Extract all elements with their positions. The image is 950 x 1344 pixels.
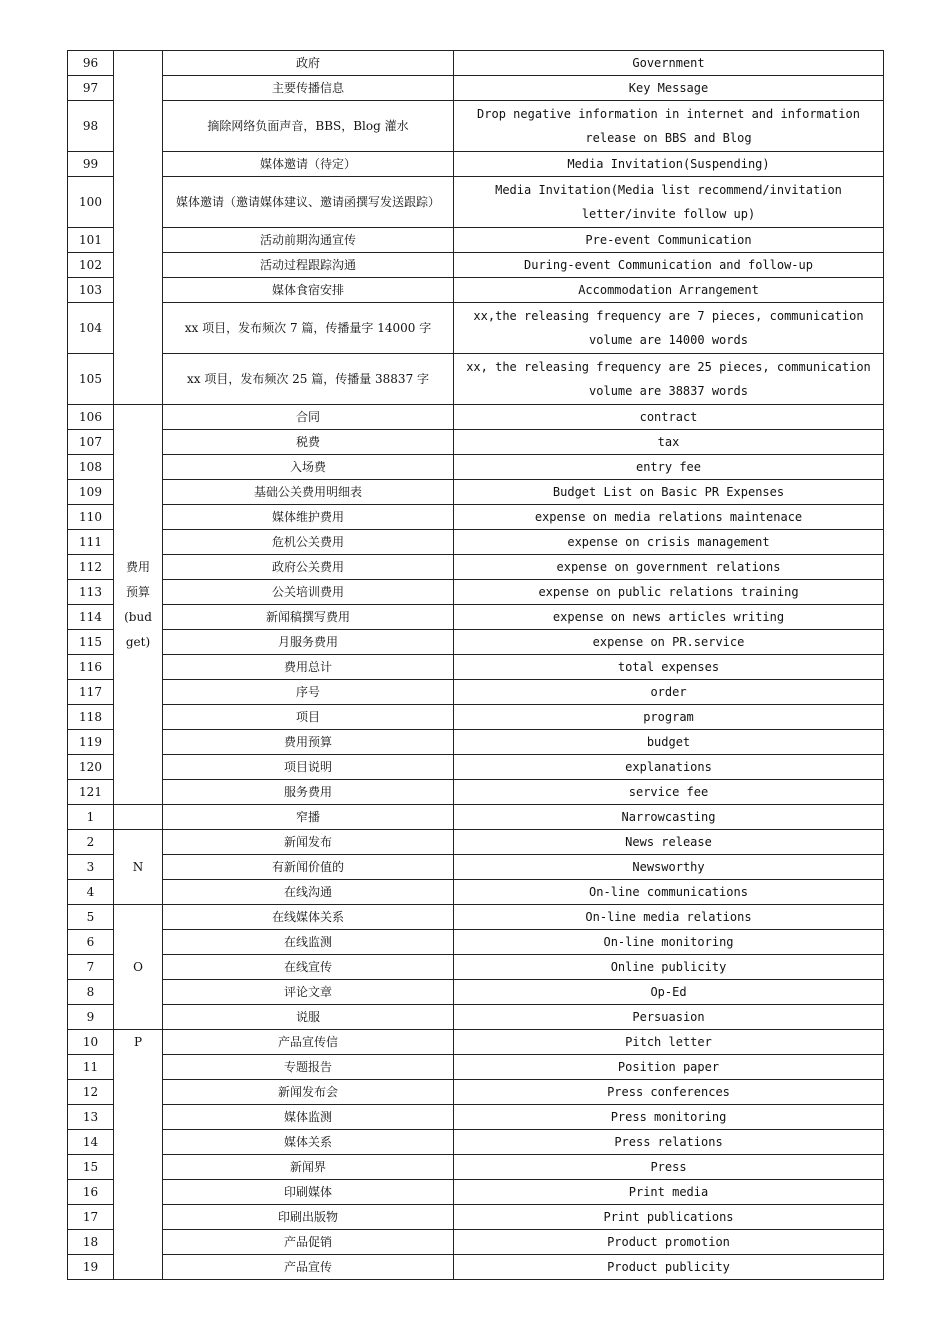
table-row [68, 755, 884, 780]
english-term: Print publications [454, 1205, 884, 1230]
english-term: Newsworthy [454, 855, 884, 880]
chinese-term: 产品宣传 [163, 1255, 454, 1280]
table-row [68, 830, 884, 855]
chinese-term: xx 项目，发布频次 25 篇，传播量 38837 字 [163, 354, 454, 405]
table-row [68, 780, 884, 805]
row-number: 16 [68, 1180, 114, 1205]
row-number: 118 [68, 705, 114, 730]
table-row [68, 1080, 884, 1105]
category-label-line: (bud [124, 609, 152, 624]
row-number: 98 [68, 101, 114, 152]
table-row [68, 530, 884, 555]
english-term: expense on public relations training [454, 580, 884, 605]
chinese-term: 入场费 [163, 455, 454, 480]
chinese-term: 政府公关费用 [163, 555, 454, 580]
chinese-term: 费用总计 [163, 655, 454, 680]
table-row [68, 1055, 884, 1080]
table-row [68, 730, 884, 755]
chinese-term: 新闻稿撰写费用 [163, 605, 454, 630]
row-number: 106 [68, 405, 114, 430]
table-row [68, 152, 884, 177]
row-number: 101 [68, 228, 114, 253]
row-number: 105 [68, 354, 114, 405]
english-term: Print media [454, 1180, 884, 1205]
table-row [68, 405, 884, 430]
english-term: explanations [454, 755, 884, 780]
category-label: O [133, 959, 143, 974]
row-number: 100 [68, 177, 114, 228]
english-term: Press monitoring [454, 1105, 884, 1130]
row-number: 103 [68, 278, 114, 303]
row-number: 121 [68, 780, 114, 805]
english-term: xx,the releasing frequency are 7 pieces, communication volume are 14000 words [454, 303, 884, 354]
table-row [68, 930, 884, 955]
english-term: expense on media relations maintenace [454, 505, 884, 530]
row-number: 15 [68, 1155, 114, 1180]
chinese-term: 在线媒体关系 [163, 905, 454, 930]
table-row [68, 505, 884, 530]
english-term: expense on PR.service [454, 630, 884, 655]
chinese-term: 基础公关费用明细表 [163, 480, 454, 505]
english-term: Budget List on Basic PR Expenses [454, 480, 884, 505]
table-row [68, 905, 884, 930]
english-term: Narrowcasting [454, 805, 884, 830]
table-row [68, 278, 884, 303]
chinese-term: 摘除网络负面声音，BBS，Blog 灌水 [163, 101, 454, 152]
category-cell [114, 405, 163, 805]
row-number: 112 [68, 555, 114, 580]
english-term: Position paper [454, 1055, 884, 1080]
category-label-line: get) [125, 634, 151, 649]
row-number: 109 [68, 480, 114, 505]
chinese-term: 产品宣传信 [163, 1030, 454, 1055]
chinese-term: 项目说明 [163, 755, 454, 780]
chinese-term: 服务费用 [163, 780, 454, 805]
chinese-term: 项目 [163, 705, 454, 730]
english-term: entry fee [454, 455, 884, 480]
chinese-term: 在线宣传 [163, 955, 454, 980]
table-row [68, 980, 884, 1005]
row-number: 116 [68, 655, 114, 680]
chinese-term: 活动前期沟通宣传 [163, 228, 454, 253]
chinese-term: 媒体邀请（邀请媒体建议、邀请函撰写发送跟踪） [163, 177, 454, 228]
english-term: Press relations [454, 1130, 884, 1155]
english-term: service fee [454, 780, 884, 805]
row-number: 97 [68, 76, 114, 101]
chinese-term: 合同 [163, 405, 454, 430]
english-term: Accommodation Arrangement [454, 278, 884, 303]
table-row [68, 177, 884, 228]
row-number: 96 [68, 51, 114, 76]
chinese-term: 政府 [163, 51, 454, 76]
table-row [68, 228, 884, 253]
chinese-term: 月服务费用 [163, 630, 454, 655]
row-number: 115 [68, 630, 114, 655]
row-number: 114 [68, 605, 114, 630]
glossary-table [67, 50, 884, 1280]
english-term: Media Invitation(Media list recommend/invitation letter/invite follow up) [454, 177, 884, 228]
table-row [68, 1230, 884, 1255]
row-number: 1 [68, 805, 114, 830]
row-number: 7 [68, 955, 114, 980]
table-row [68, 580, 884, 605]
row-number: 99 [68, 152, 114, 177]
category-cell [114, 830, 163, 905]
chinese-term: 公关培训费用 [163, 580, 454, 605]
english-term: total expenses [454, 655, 884, 680]
table-row [68, 101, 884, 152]
category-label: N [132, 859, 144, 874]
row-number: 2 [68, 830, 114, 855]
row-number: 111 [68, 530, 114, 555]
chinese-term: 有新闻价值的 [163, 855, 454, 880]
chinese-term: 专题报告 [163, 1055, 454, 1080]
english-term: During-event Communication and follow-up [454, 253, 884, 278]
english-term: Press conferences [454, 1080, 884, 1105]
chinese-term: 活动过程跟踪沟通 [163, 253, 454, 278]
chinese-term: 在线沟通 [163, 880, 454, 905]
chinese-term: 税费 [163, 430, 454, 455]
table-row [68, 705, 884, 730]
chinese-term: 媒体监测 [163, 1105, 454, 1130]
chinese-term: 新闻界 [163, 1155, 454, 1180]
chinese-term: 媒体关系 [163, 1130, 454, 1155]
row-number: 10 [68, 1030, 114, 1055]
english-term: On-line monitoring [454, 930, 884, 955]
table-row [68, 455, 884, 480]
table-row [68, 680, 884, 705]
row-number: 104 [68, 303, 114, 354]
row-number: 13 [68, 1105, 114, 1130]
table-row [68, 480, 884, 505]
chinese-term: 序号 [163, 680, 454, 705]
table-row [68, 51, 884, 76]
row-number: 6 [68, 930, 114, 955]
chinese-term: 产品促销 [163, 1230, 454, 1255]
chinese-term: 媒体食宿安排 [163, 278, 454, 303]
chinese-term: 费用预算 [163, 730, 454, 755]
chinese-term: 在线监测 [163, 930, 454, 955]
row-number: 18 [68, 1230, 114, 1255]
table-row [68, 430, 884, 455]
chinese-term: xx 项目，发布频次 7 篇，传播量字 14000 字 [163, 303, 454, 354]
table-row [68, 1180, 884, 1205]
row-number: 113 [68, 580, 114, 605]
table-row [68, 303, 884, 354]
english-term: News release [454, 830, 884, 855]
chinese-term: 印刷媒体 [163, 1180, 454, 1205]
english-term: Persuasion [454, 1005, 884, 1030]
english-term: Product promotion [454, 1230, 884, 1255]
table-row [68, 805, 884, 830]
row-number: 120 [68, 755, 114, 780]
english-term: Government [454, 51, 884, 76]
table-row [68, 1205, 884, 1230]
table-row [68, 253, 884, 278]
row-number: 107 [68, 430, 114, 455]
english-term: Media Invitation(Suspending) [454, 152, 884, 177]
english-term: program [454, 705, 884, 730]
english-term: budget [454, 730, 884, 755]
english-term: Product publicity [454, 1255, 884, 1280]
category-cell [114, 51, 163, 405]
row-number: 3 [68, 855, 114, 880]
row-number: 108 [68, 455, 114, 480]
english-term: Press [454, 1155, 884, 1180]
english-term: On-line communications [454, 880, 884, 905]
category-label: P [133, 1035, 143, 1049]
chinese-term: 主要传播信息 [163, 76, 454, 101]
row-number: 110 [68, 505, 114, 530]
english-term: Online publicity [454, 955, 884, 980]
english-term: On-line media relations [454, 905, 884, 930]
row-number: 117 [68, 680, 114, 705]
table-row [68, 354, 884, 405]
english-term: tax [454, 430, 884, 455]
table-row [68, 1030, 884, 1055]
table-row [68, 880, 884, 905]
chinese-term: 媒体维护费用 [163, 505, 454, 530]
chinese-term: 窄播 [163, 805, 454, 830]
category-cell [114, 805, 163, 830]
category-label-line: 预算 [125, 584, 150, 599]
chinese-term: 媒体邀请（待定） [163, 152, 454, 177]
english-term: expense on news articles writing [454, 605, 884, 630]
row-number: 17 [68, 1205, 114, 1230]
glossary-table-body [68, 51, 884, 1280]
table-row [68, 955, 884, 980]
chinese-term: 新闻发布会 [163, 1080, 454, 1105]
table-row [68, 76, 884, 101]
row-number: 14 [68, 1130, 114, 1155]
table-row [68, 1130, 884, 1155]
table-row [68, 605, 884, 630]
chinese-term: 印刷出版物 [163, 1205, 454, 1230]
english-term: Pre-event Communication [454, 228, 884, 253]
row-number: 5 [68, 905, 114, 930]
table-row [68, 555, 884, 580]
english-term: Pitch letter [454, 1030, 884, 1055]
row-number: 4 [68, 880, 114, 905]
table-row [68, 1005, 884, 1030]
english-term: contract [454, 405, 884, 430]
row-number: 12 [68, 1080, 114, 1105]
row-number: 102 [68, 253, 114, 278]
row-number: 19 [68, 1255, 114, 1280]
category-label-line: 费用 [125, 559, 150, 574]
row-number: 8 [68, 980, 114, 1005]
english-term: Key Message [454, 76, 884, 101]
chinese-term: 说服 [163, 1005, 454, 1030]
row-number: 9 [68, 1005, 114, 1030]
table-row [68, 1105, 884, 1130]
english-term: expense on crisis management [454, 530, 884, 555]
english-term: Op-Ed [454, 980, 884, 1005]
english-term: Drop negative information in internet and information release on BBS and Blog [454, 101, 884, 152]
table-row [68, 855, 884, 880]
category-cell [114, 1030, 163, 1280]
table-row [68, 630, 884, 655]
chinese-term: 新闻发布 [163, 830, 454, 855]
english-term: order [454, 680, 884, 705]
chinese-term: 评论文章 [163, 980, 454, 1005]
table-row [68, 1255, 884, 1280]
table-row [68, 1155, 884, 1180]
english-term: expense on government relations [454, 555, 884, 580]
table-row [68, 655, 884, 680]
chinese-term: 危机公关费用 [163, 530, 454, 555]
row-number: 11 [68, 1055, 114, 1080]
row-number: 119 [68, 730, 114, 755]
category-cell [114, 905, 163, 1030]
english-term: xx, the releasing frequency are 25 pieces, communication volume are 38837 words [454, 354, 884, 405]
